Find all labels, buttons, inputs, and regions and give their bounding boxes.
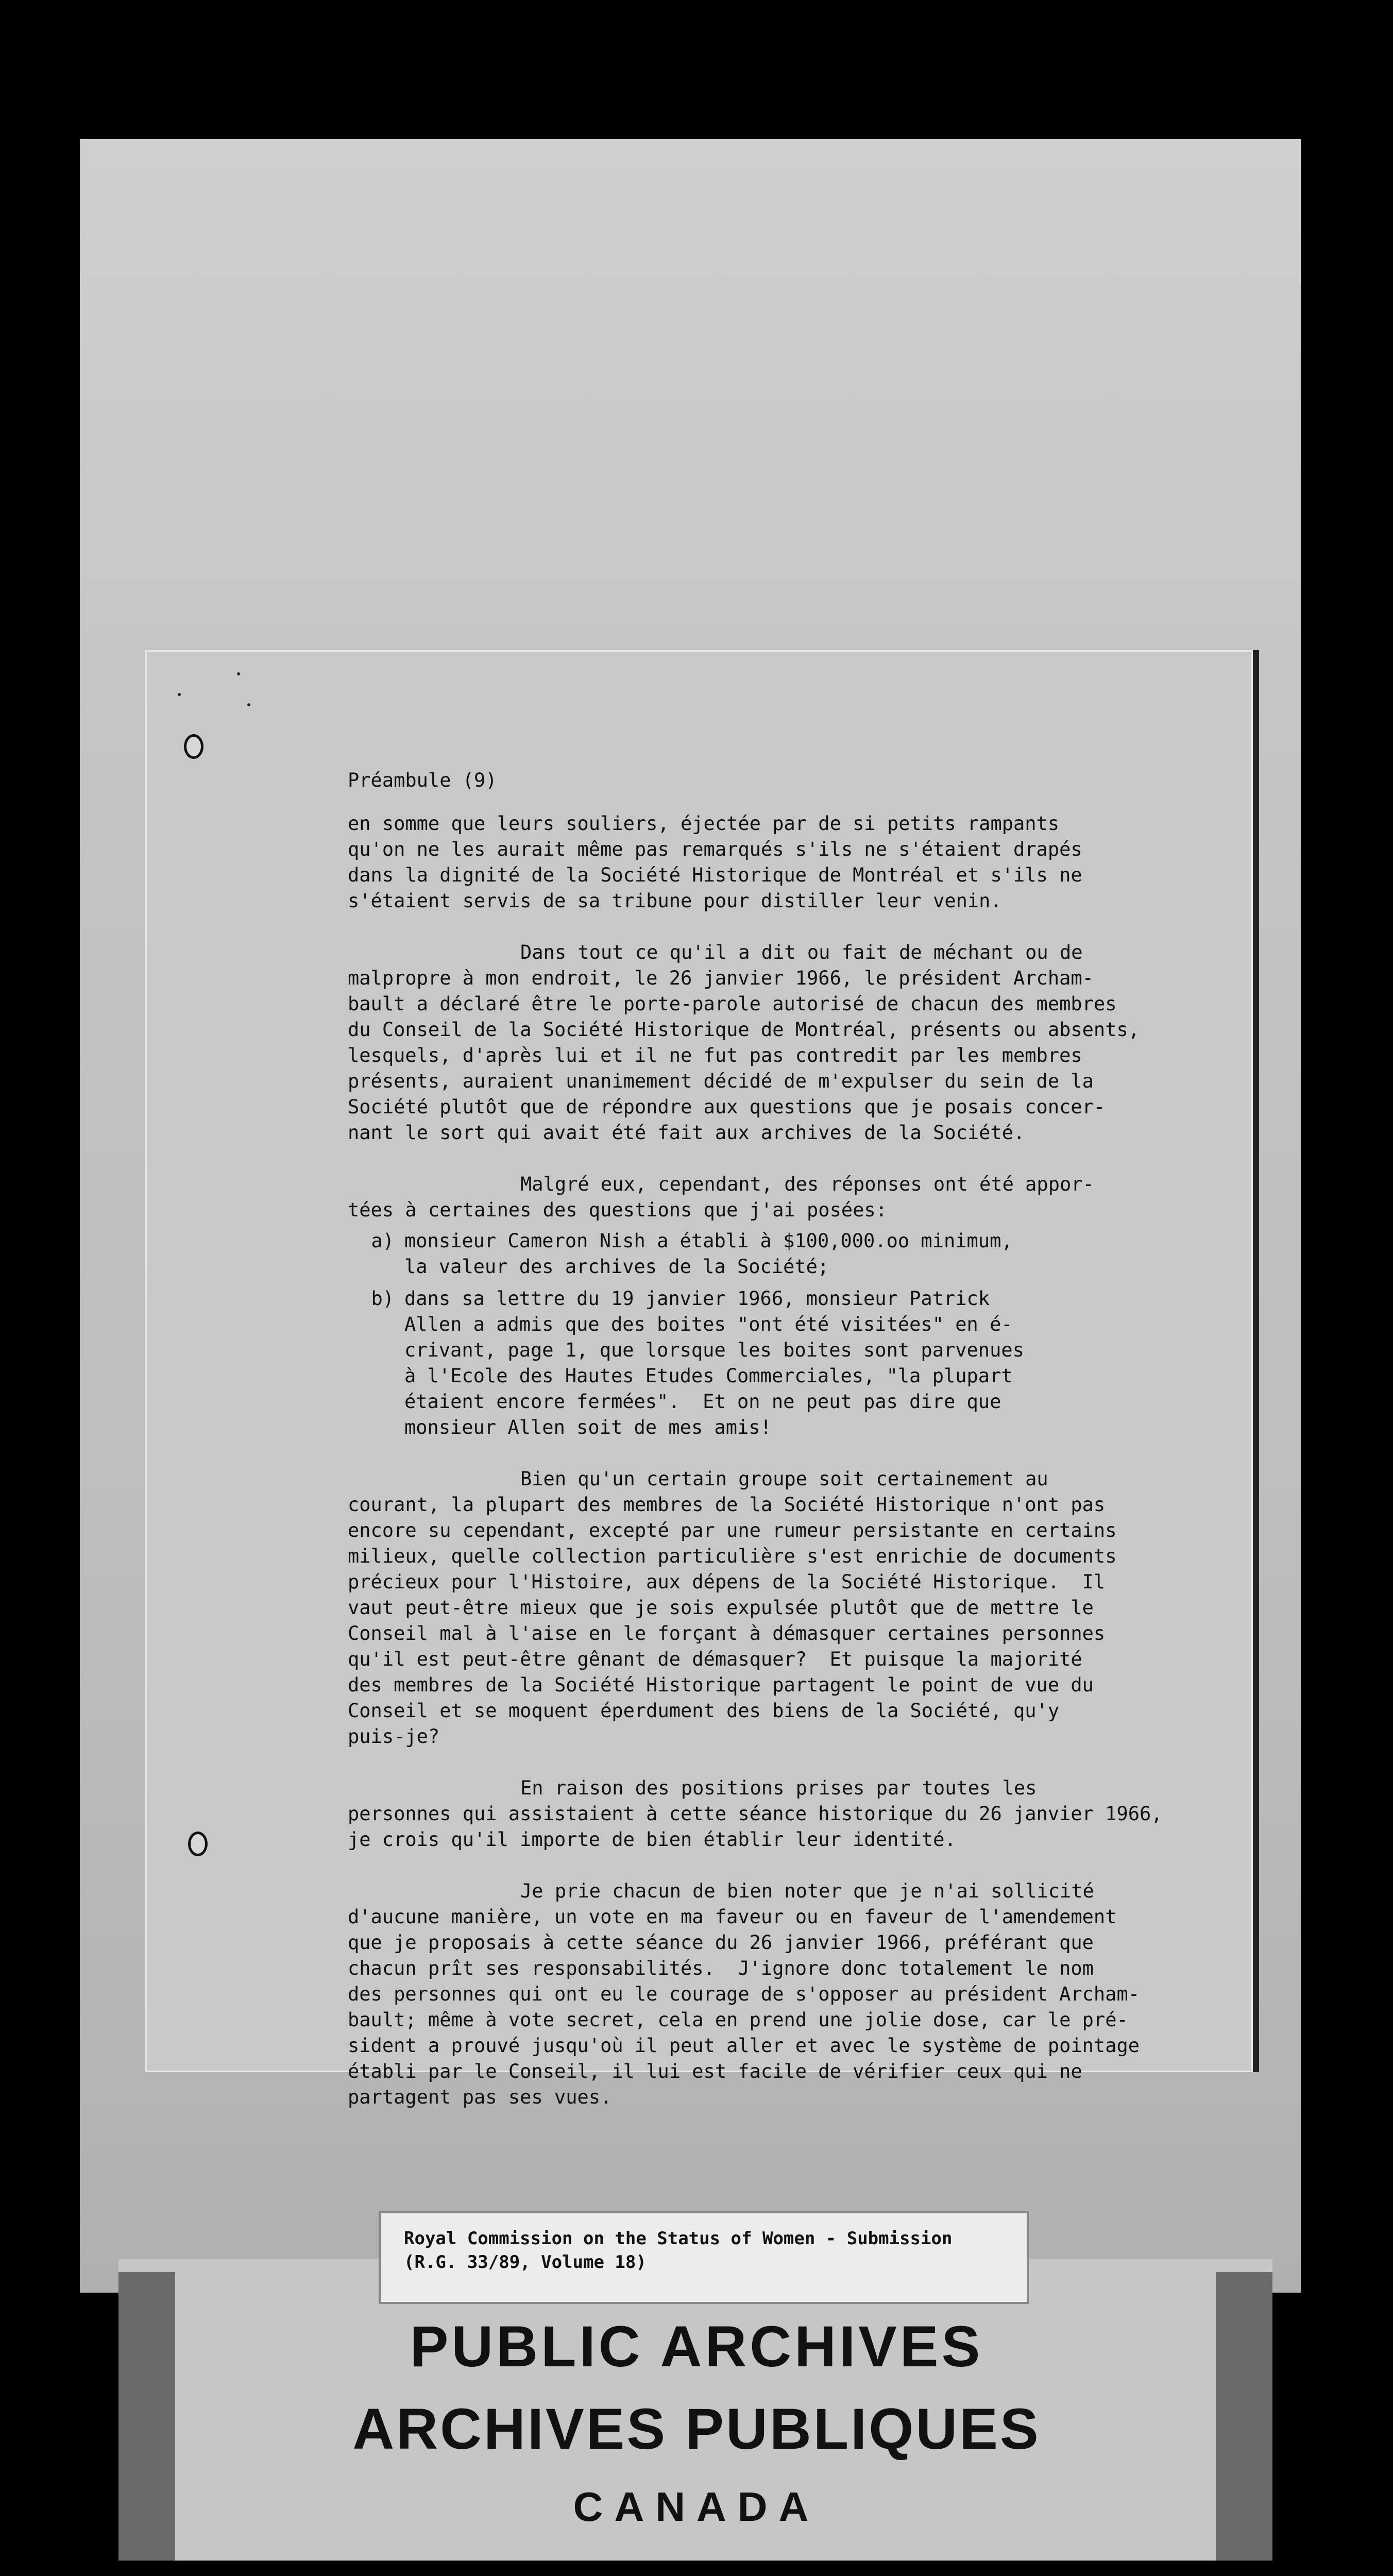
stamp-public-archives: PUBLIC ARCHIVES <box>410 2314 983 2379</box>
paragraph-4: Bien qu'un certain groupe soit certainement au courant, la plupart des membres de la Société Historique n'ont pas encore su cependant, excepté par une rumeur persistante en certains milieux, quelle collection particulière s'est enrichie de documents précieux pour l'Histoire, aux dépens de la Société Historique. Il vaut peut-être mieux que je sois expulsée plutôt que de mettre le Conseil mal à l'aise en le forçant à démasquer certaines personnes qu'il est peut-être gênant de démasquer? Et puisque la majorité des membres de la Société Historique partagent le point de vue du Conseil et se moquent éperdument des biens de la Société, qu'y puis-je? <box>348 1468 1117 1748</box>
typed-page <box>145 650 1253 2108</box>
stamp-archives-publiques: ARCHIVES PUBLIQUES <box>352 2397 1041 2461</box>
list-item-text: dans sa lettre du 19 janvier 1966, monsieur Patrick Allen a admis que des boites "ont été visitées" en é- crivant, page 1, que lorsque les boites sont parvenues à l'Ecole des Hautes Etudes Commerciales, "la plupart étaient encore fermées". Et on ne peut pas dire que monsieur Allen soit de mes amis! <box>404 1287 1024 1438</box>
list-marker: a) <box>371 1230 394 1252</box>
answers-list <box>348 1228 1172 1440</box>
stamp-canada: CANADA <box>573 2484 820 2530</box>
list-item-text: monsieur Cameron Nish a établi à $100,000.oo minimum, la valeur des archives de la Société; <box>404 1230 1013 1278</box>
paragraph-6: Je prie chacun de bien noter que je n'ai sollicité d'aucune manière, un vote en ma faveur ou en faveur de l'amendement que je proposais à cette séance du 26 janvier 1966, préférant que chacun prît ses responsabilités. J'ignore donc totalement le nom des personnes qui ont eu le courage de s'opposer au président Archam- bault; même à vote secret, cela en prend une jolie dose, car le pré- sident a prouvé jusqu'où il peut aller et avec le système de pointage établi par le Conseil, il lui est facile de vérifier ceux qui ne partagent pas ses vues. <box>348 1880 1140 2108</box>
list-item <box>348 1286 1172 1440</box>
paragraph-1: en somme que leurs souliers, éjectée par de si petits rampants qu'on ne les aurait même pas remarqués s'ils ne s'étaient drapés dans la dignité de la Société Historique de Montréal et s'ils ne s'étaient servis de sa tribune pour distiller leur venin. <box>348 812 1082 912</box>
paragraph-3: Malgré eux, cependant, des réponses ont été appor- tées à certaines des questions que j'ai posées: <box>348 1173 1094 1221</box>
speck <box>247 703 250 706</box>
list-item <box>348 1228 1172 1280</box>
label-line-2: (R.G. 33/89, Volume 18) <box>404 2252 647 2273</box>
document-body <box>348 768 1172 2136</box>
paragraph-5: En raison des positions prises par toutes les personnes qui assistaient à cette séance historique du 26 janvier 1966, je crois qu'il importe de bien établir leur identité. <box>348 1777 1163 1851</box>
punch-hole-bottom <box>188 1832 208 1856</box>
page-heading: Préambule (9) <box>348 769 497 791</box>
speck <box>237 672 240 675</box>
speck <box>178 693 181 696</box>
punch-hole-top <box>184 734 203 759</box>
paragraph-2: Dans tout ce qu'il a dit ou fait de méchant ou de malpropre à mon endroit, le 26 janvier 1966, le président Archam- bault a déclaré être le porte-parole autorisé de chacun des membres du Conseil de la Société Historique de Montréal, présents ou absents, lesquels, d'après lui et il ne fut pas contredit par les membres présents, auraient unanimement décidé de m'expulser du sein de la Société plutôt que de répondre aux questions que je posais concer- nant le sort qui avait été fait aux archives de la Société. <box>348 941 1140 1144</box>
label-line-1: Royal Commission on the Status of Women - Submission <box>404 2228 953 2249</box>
list-marker: b) <box>371 1287 394 1310</box>
page-edge-shadow <box>1253 650 1259 2072</box>
collection-label <box>379 2211 1029 2304</box>
